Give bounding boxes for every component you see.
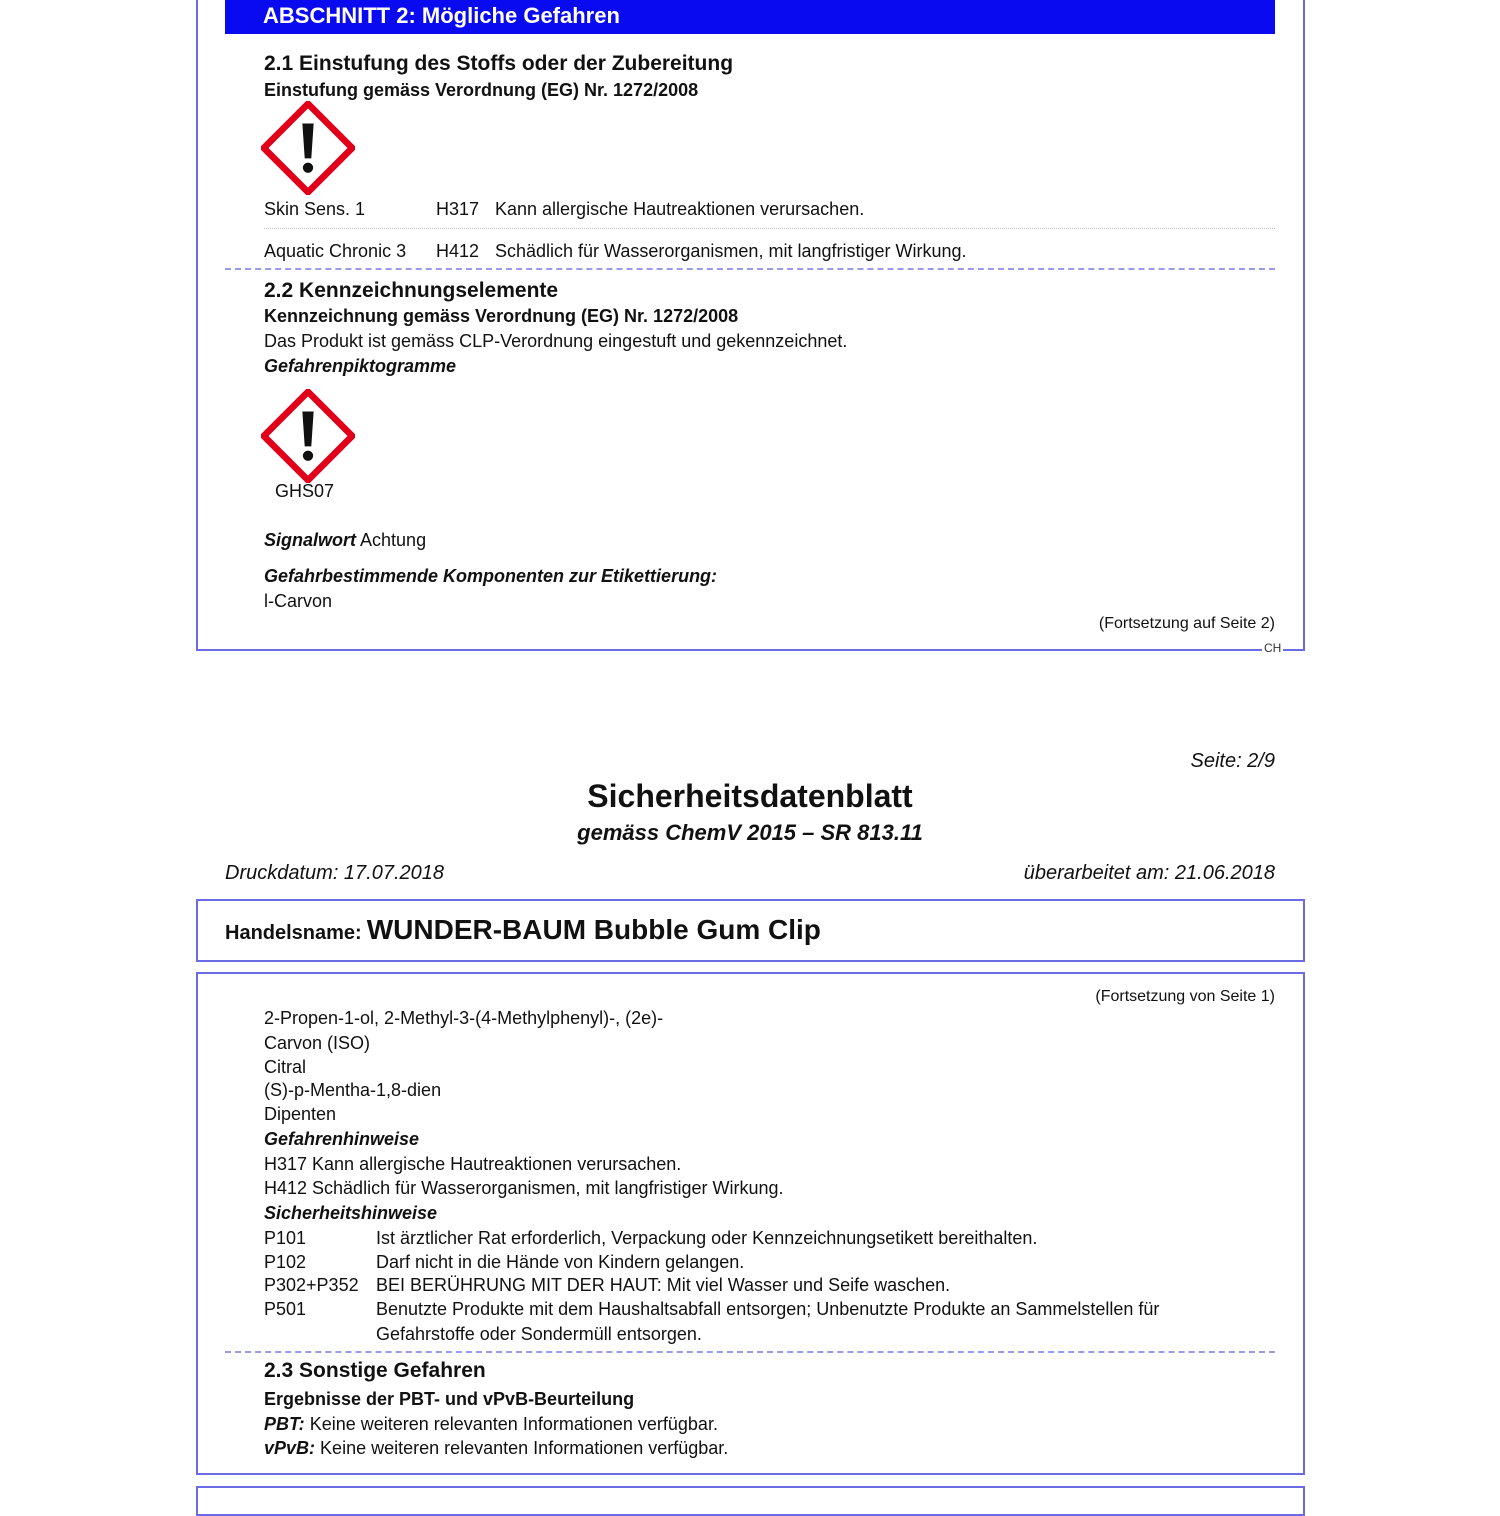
s22-note: Das Produkt ist gemäss CLP-Verordnung eingestuft und gekennzeichnet. [264,331,848,351]
pictograms-label: Gefahrenpiktogramme [264,356,457,376]
safety-label: Sicherheitshinweise [264,1203,438,1223]
component-1: 2-Propen-1-ol, 2-Methyl-3-(4-Methylphenyl)-, (2e)- [264,1008,664,1028]
s23-title: 2.3 Sonstige Gefahren [264,1359,486,1382]
pbt-line [264,1413,718,1435]
vpvb-text: Keine weiteren relevanten Informationen verfügbar. [320,1438,729,1458]
s21-title: 2.1 Einstufung des Stoffs oder der Zubereitung [264,52,734,75]
revision-date: überarbeitet am: 21.06.2018 [1023,862,1275,884]
p302-text: BEI BERÜHRUNG MIT DER HAUT: Mit viel Wasser und Seife waschen. [376,1275,951,1295]
pbt-text: Keine weiteren relevanten Informationen verfügbar. [309,1414,718,1434]
p302-code: P302+P352 [264,1275,359,1295]
section2-header: ABSCHNITT 2: Mögliche Gefahren [225,0,1275,34]
next-section-frame [196,1486,1305,1516]
p501-text-cont: Gefahrstoffe oder Sondermüll entsorgen. [376,1324,702,1344]
hazard-h317: H317 Kann allergische Hautreaktionen verursachen. [264,1154,682,1174]
print-date: Druckdatum: 17.07.2018 [225,862,445,884]
component-4: (S)-p-Mentha-1,8-dien [264,1080,442,1100]
continued-from: (Fortsetzung von Seite 1) [1095,988,1275,1005]
hazard-h412: H412 Schädlich für Wasserorganismen, mit langfristiger Wirkung. [264,1178,784,1198]
signal-value: Achtung [360,530,427,550]
vpvb-line [264,1437,728,1459]
section-divider [225,1351,1275,1353]
pbt-label: PBT: [264,1414,305,1434]
component-carvon: l-Carvon [264,591,333,611]
row-divider [264,228,1275,229]
text-h317: Kann allergische Hautreaktionen verursachen. [495,199,865,219]
p102-text: Darf nicht in die Hände von Kindern gelangen. [376,1252,745,1272]
trade-name: WUNDER-BAUM Bubble Gum Clip [366,914,821,945]
p102-code: P102 [264,1252,307,1272]
p501-code: P501 [264,1299,307,1319]
page-number: Seite: 2/9 [1190,750,1275,772]
class-aquatic: Aquatic Chronic 3 [264,241,407,261]
document-subtitle: gemäss ChemV 2015 – SR 813.11 [577,820,923,845]
text-h412: Schädlich für Wasserorganismen, mit langfristiger Wirkung. [495,241,967,261]
ghs07-exclamation-icon [261,101,355,195]
component-2: Carvon (ISO) [264,1033,371,1053]
section-divider [225,268,1275,270]
pictogram-code: GHS07 [275,481,335,501]
component-3: Citral [264,1057,307,1077]
code-h317: H317 [436,199,480,219]
signal-word [264,529,426,551]
component-5: Dipenten [264,1104,337,1124]
s22-title: 2.2 Kennzeichnungselemente [264,279,559,302]
trade-name-label: Handelsname: [225,922,362,944]
p101-text: Ist ärztlicher Rat erforderlich, Verpackung oder Kennzeichnungsetikett bereithalten. [376,1228,1038,1248]
ghs07-exclamation-icon [261,389,355,483]
code-h412: H412 [436,241,480,261]
vpvb-label: vPvB: [264,1438,316,1458]
continued-to: (Fortsetzung auf Seite 2) [1098,615,1275,632]
trade-name-line [225,914,821,949]
p501-text: Benutzte Produkte mit dem Haushaltsabfall entsorgen; Unbenutzte Produkte an Sammelstellen für [376,1299,1160,1319]
s21-subtitle: Einstufung gemäss Verordnung (EG) Nr. 1272/2008 [264,80,699,100]
s23-subtitle: Ergebnisse der PBT- und vPvB-Beurteilung [264,1389,635,1409]
components-label: Gefahrbestimmende Komponenten zur Etikettierung: [264,566,718,586]
hazard-label: Gefahrenhinweise [264,1129,420,1149]
class-skin-sens: Skin Sens. 1 [264,199,366,219]
document-title: Sicherheitsdatenblatt [587,778,913,814]
p101-code: P101 [264,1228,307,1248]
s22-subtitle: Kennzeichnung gemäss Verordnung (EG) Nr. 1272/2008 [264,306,739,326]
signal-label: Signalwort [264,530,357,550]
country-code: CH [1264,641,1282,655]
